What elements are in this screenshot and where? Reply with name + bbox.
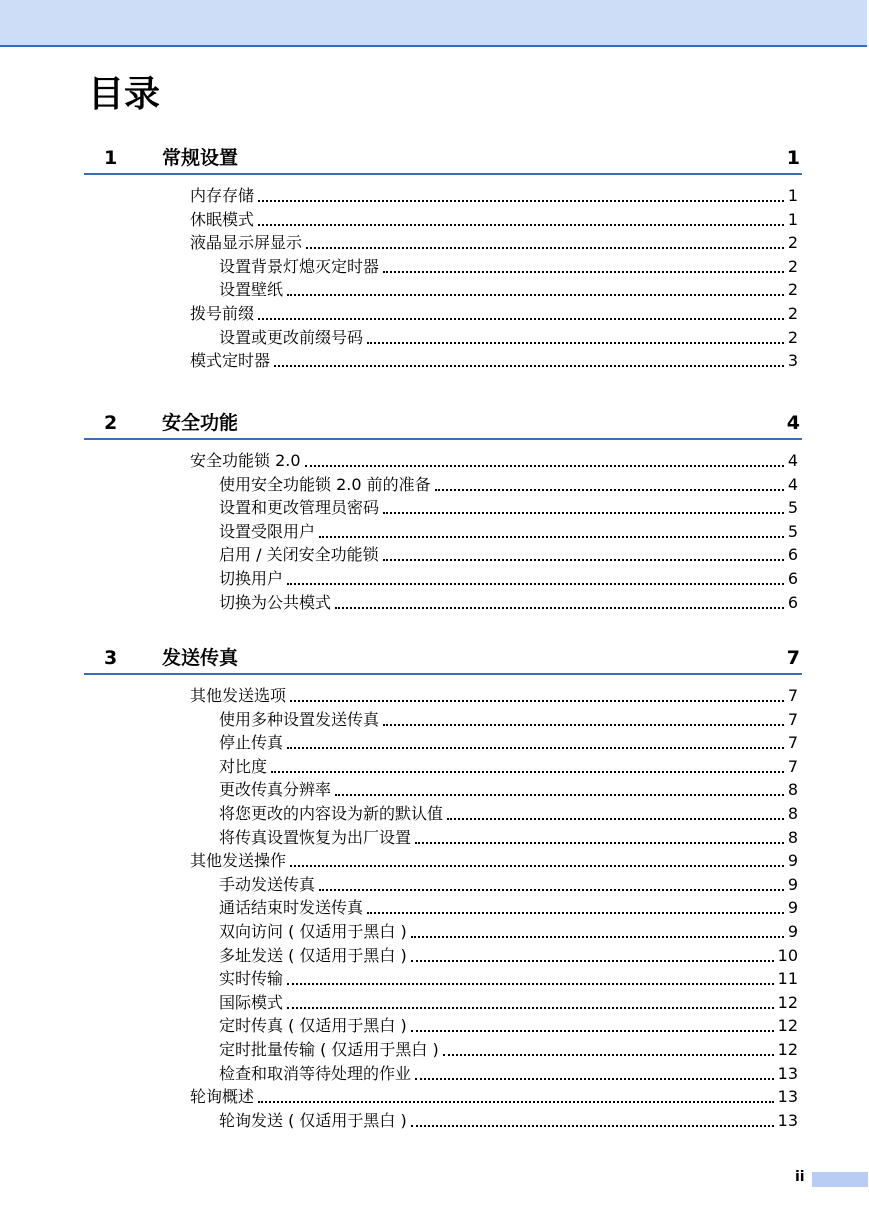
toc-entry-title: 定时批量传输 ( 仅适用于黑白 ) <box>219 1040 439 1059</box>
toc-entry[interactable] <box>190 208 798 232</box>
toc-entry-page: 13 <box>777 1110 798 1130</box>
chapter-heading-1[interactable] <box>84 143 802 175</box>
toc-entry-title: 设置背景灯熄灭定时器 <box>219 256 380 276</box>
toc-entry[interactable] <box>219 496 798 520</box>
chapter-page: 1 <box>786 147 800 169</box>
toc-entry[interactable] <box>219 591 798 615</box>
toc-entry-title: 内存存储 <box>190 186 255 205</box>
toc-entry-page: 7 <box>787 733 798 753</box>
dot-leader <box>290 865 784 867</box>
toc-entry-page: 7 <box>787 709 798 729</box>
toc-entry-title: 双向访问 ( 仅适用于黑白 ) <box>219 922 407 941</box>
dot-leader <box>287 294 784 296</box>
toc-entry[interactable] <box>219 473 798 497</box>
dot-leader <box>383 271 784 273</box>
toc-entry-page: 3 <box>787 351 798 371</box>
chapter-number: 1 <box>104 147 118 169</box>
toc-entry[interactable] <box>219 255 798 279</box>
toc-entry[interactable] <box>219 543 798 567</box>
dot-leader <box>411 936 784 938</box>
dot-leader <box>411 960 774 962</box>
toc-entry-title: 对比度 <box>219 756 268 776</box>
toc-entry-title: 切换用户 <box>219 569 284 588</box>
toc-entry-title: 使用多种设置发送传真 <box>219 709 380 729</box>
toc-entry-page: 2 <box>787 256 798 276</box>
toc-entry-title: 设置受限用户 <box>219 521 316 541</box>
toc-entry-page: 8 <box>787 827 798 847</box>
toc-entry[interactable] <box>219 802 798 826</box>
toc-entry-title: 手动发送传真 <box>219 874 316 894</box>
toc-entry-title: 将传真设置恢复为出厂设置 <box>219 827 412 847</box>
chapter-title: 安全功能 <box>162 412 239 434</box>
toc-entry-page: 12 <box>777 1040 798 1059</box>
toc-entry-title: 其他发送选项 <box>190 686 287 705</box>
dot-leader <box>306 247 784 249</box>
toc-entry[interactable] <box>190 684 798 708</box>
toc-entry-title: 多址发送 ( 仅适用于黑白 ) <box>219 945 407 965</box>
dot-leader <box>335 607 784 609</box>
toc-entry-title: 切换为公共模式 <box>219 592 332 612</box>
toc-entry[interactable] <box>190 849 798 873</box>
toc-entry-page: 8 <box>787 804 798 823</box>
toc-entry-page: 6 <box>787 569 798 588</box>
dot-leader <box>367 912 784 914</box>
toc-entry-page: 5 <box>787 498 798 518</box>
toc-entry[interactable] <box>219 873 798 897</box>
toc-entry-page: 5 <box>787 521 798 541</box>
dot-leader <box>367 342 784 344</box>
toc-entry[interactable] <box>219 944 798 968</box>
toc-entry-page: 12 <box>777 1016 798 1036</box>
toc-entry[interactable] <box>190 449 798 473</box>
chapter-number: 3 <box>104 647 118 669</box>
chapter-number: 2 <box>104 412 118 434</box>
toc-entry-page: 7 <box>787 686 798 705</box>
toc-entry-title: 轮询发送 ( 仅适用于黑白 ) <box>219 1110 407 1130</box>
toc-entry-page: 9 <box>787 851 798 871</box>
chapter-title: 常规设置 <box>162 147 239 169</box>
toc-entry-title: 停止传真 <box>219 733 284 753</box>
toc-entry-title: 模式定时器 <box>190 351 271 371</box>
dot-leader <box>319 536 784 538</box>
page-title: 目录 <box>88 74 161 115</box>
toc-entry-title: 设置或更改前缀号码 <box>219 327 364 347</box>
toc-entry-title: 实时传输 <box>219 969 284 989</box>
header-band <box>0 0 867 47</box>
dot-leader <box>258 224 784 226</box>
toc-entry-title: 国际模式 <box>219 992 284 1012</box>
toc-entry[interactable] <box>219 1109 798 1133</box>
dot-leader <box>411 1125 774 1127</box>
toc-entry[interactable] <box>219 1038 798 1062</box>
dot-leader <box>411 1030 774 1032</box>
dot-leader <box>415 842 784 844</box>
toc-entry[interactable] <box>219 778 798 802</box>
chapter-title: 发送传真 <box>162 647 239 669</box>
toc-entry-page: 2 <box>787 304 798 323</box>
dot-leader <box>447 818 784 820</box>
dot-leader <box>443 1054 774 1056</box>
toc-entry[interactable] <box>219 731 798 755</box>
toc-entry-page: 6 <box>787 592 798 612</box>
toc-entry-title: 设置和更改管理员密码 <box>219 498 380 518</box>
toc-entry[interactable] <box>219 326 798 350</box>
dot-leader <box>319 889 784 891</box>
dot-leader <box>383 512 784 514</box>
toc-entry-page: 9 <box>787 898 798 918</box>
toc-entry[interactable] <box>219 920 798 944</box>
toc-entry-title: 休眠模式 <box>190 209 255 229</box>
toc-entry-page: 1 <box>787 209 798 229</box>
toc-entry[interactable] <box>190 184 798 208</box>
toc-entry-page: 7 <box>787 756 798 776</box>
toc-entry-title: 通话结束时发送传真 <box>219 898 364 918</box>
toc-entry[interactable] <box>219 826 798 850</box>
toc-entry[interactable] <box>219 896 798 920</box>
toc-entry-page: 9 <box>787 874 798 894</box>
toc-entry[interactable] <box>219 520 798 544</box>
dot-leader <box>287 583 784 585</box>
dot-leader <box>383 724 784 726</box>
dot-leader <box>415 1078 774 1080</box>
toc-entry[interactable] <box>190 349 798 373</box>
toc-entry[interactable] <box>219 708 798 732</box>
toc-entry-title: 更改传真分辨率 <box>219 780 332 800</box>
chapter-page: 7 <box>786 647 800 669</box>
dot-leader <box>258 200 784 202</box>
dot-leader <box>290 700 784 702</box>
toc-entry[interactable] <box>190 1085 798 1109</box>
toc-entry-title: 定时传真 ( 仅适用于黑白 ) <box>219 1016 407 1036</box>
toc-entry-page: 4 <box>787 474 798 494</box>
dot-leader <box>305 465 784 467</box>
toc-entry[interactable] <box>190 231 798 255</box>
toc-entry-page: 2 <box>787 233 798 253</box>
toc-entry-title: 检查和取消等待处理的作业 <box>219 1063 412 1083</box>
toc-entry[interactable] <box>219 278 798 302</box>
footer-bar <box>812 1172 868 1187</box>
dot-leader <box>287 983 774 985</box>
toc-entry-page: 8 <box>787 780 798 800</box>
toc-entry-title: 启用 / 关闭安全功能锁 <box>219 545 379 565</box>
footer-page-number: ii <box>795 1169 805 1185</box>
toc-entry-title: 设置壁纸 <box>219 280 284 300</box>
toc-entry-page: 2 <box>787 280 798 300</box>
chapter-heading-2[interactable] <box>84 408 802 440</box>
chapter-page: 4 <box>786 412 800 434</box>
toc-entry[interactable] <box>219 1062 798 1086</box>
toc-entry-page: 13 <box>777 1087 798 1107</box>
toc-entry-title: 其他发送操作 <box>190 851 287 871</box>
toc-entry[interactable] <box>219 967 798 991</box>
toc-entry-page: 13 <box>777 1063 798 1083</box>
dot-leader <box>435 489 784 491</box>
toc-entry-title: 使用安全功能锁 2.0 前的准备 <box>219 474 431 494</box>
dot-leader <box>258 1101 774 1103</box>
toc-entry[interactable] <box>190 302 798 326</box>
toc-entry-page: 4 <box>787 451 798 470</box>
dot-leader <box>383 559 784 561</box>
toc-entry-title: 安全功能锁 2.0 <box>190 451 301 470</box>
toc-entry-page: 9 <box>787 922 798 941</box>
dot-leader <box>274 365 784 367</box>
toc-entry[interactable] <box>219 755 798 779</box>
dot-leader <box>335 794 784 796</box>
chapter-heading-3[interactable] <box>84 643 802 675</box>
toc-entry[interactable] <box>219 567 798 591</box>
toc-entry-page: 1 <box>787 186 798 205</box>
dot-leader <box>287 747 784 749</box>
toc-entry[interactable] <box>219 991 798 1015</box>
toc-entry-title: 液晶显示屏显示 <box>190 233 303 253</box>
toc-entry[interactable] <box>219 1014 798 1038</box>
toc-entry-title: 拨号前缀 <box>190 304 255 323</box>
toc-entry-page: 2 <box>787 327 798 347</box>
toc-entry-page: 10 <box>777 945 798 965</box>
dot-leader <box>287 1007 774 1009</box>
dot-leader <box>271 771 784 773</box>
toc-entry-page: 6 <box>787 545 798 565</box>
toc-entry-page: 12 <box>777 992 798 1012</box>
dot-leader <box>258 318 784 320</box>
toc-entry-title: 将您更改的内容设为新的默认值 <box>219 804 444 823</box>
toc-entry-title: 轮询概述 <box>190 1087 255 1107</box>
toc-entry-page: 11 <box>777 969 798 989</box>
